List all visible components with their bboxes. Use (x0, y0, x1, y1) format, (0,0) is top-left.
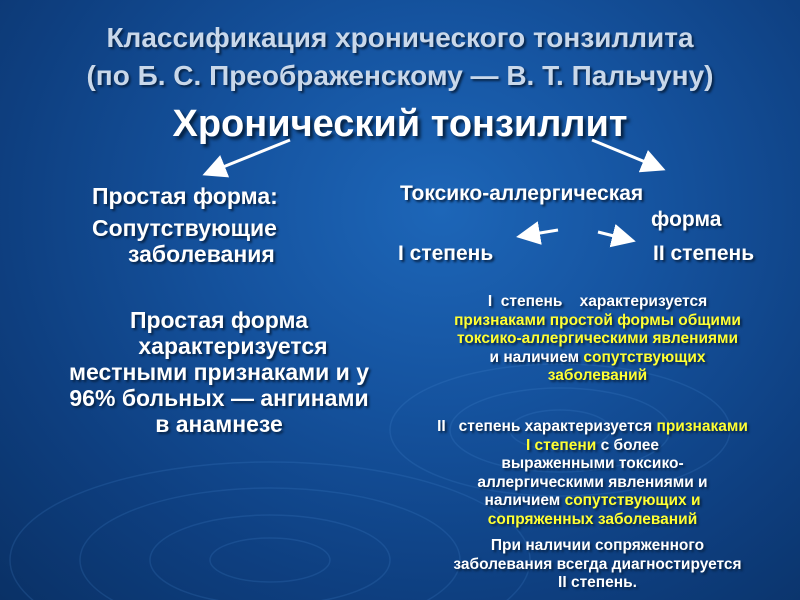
simple-form-label: Простая форма: (92, 183, 278, 209)
d1-line: I степень характеризуется (487, 293, 708, 310)
d2-line: II степень характеризуется признаками (437, 418, 748, 435)
slide-heading-line-2: (по Б. С. Преображенскому — В. Т. Пальчуну) (86, 60, 714, 91)
concomitant-diseases-line-2: заболевания (128, 241, 275, 267)
arrow-to-degree-1 (522, 230, 558, 236)
toxic-allergic-form-label-line-2: форма (651, 208, 722, 231)
simple-desc-line: 96% больных — ангинами (69, 385, 369, 411)
d1-line-highlight: токсико-аллергическими явлениями (456, 330, 739, 347)
simple-form-description (34, 307, 404, 437)
d2-line: выраженными токсико- (501, 455, 684, 472)
d3-line: заболевания всегда диагностируется (453, 555, 742, 573)
simple-desc-line: Простая форма (129, 307, 309, 333)
simple-desc-line: характеризуется (138, 333, 328, 359)
d2-line-highlight: сопряженных заболеваний (487, 510, 698, 528)
d3-line: II степень. (558, 574, 637, 591)
conjugated-disease-note (410, 537, 785, 593)
toxic-allergic-form-label-line-1: Токсико-аллергическая (400, 182, 644, 205)
d3-line: При наличии сопряженного (490, 537, 705, 554)
slide-heading-line-1: Классификация хронического тонзиллита (106, 22, 694, 53)
degree-1-description (410, 293, 785, 386)
d2-line: аллергическими явлениями и (477, 473, 708, 491)
degree-2-label: II степень (653, 242, 755, 265)
d1-line: и наличием сопутствующих (489, 348, 706, 366)
simple-desc-line: местными признаками и у (69, 359, 369, 385)
d1-line-highlight: заболеваний (547, 367, 648, 384)
d2-line: наличием сопутствующих и (484, 492, 701, 509)
d2-line: I степени с более (525, 436, 660, 454)
simple-desc-line: в анамнезе (155, 411, 283, 437)
d1-line-highlight: признаками простой формы общими (454, 311, 741, 329)
degree-2-description (395, 418, 790, 529)
arrow-to-degree-2 (598, 232, 630, 240)
slide-title: Хронический тонзиллит (172, 103, 628, 145)
concomitant-diseases-line-1: Сопутствующие (92, 215, 277, 241)
degree-1-label: I степень (398, 242, 494, 265)
